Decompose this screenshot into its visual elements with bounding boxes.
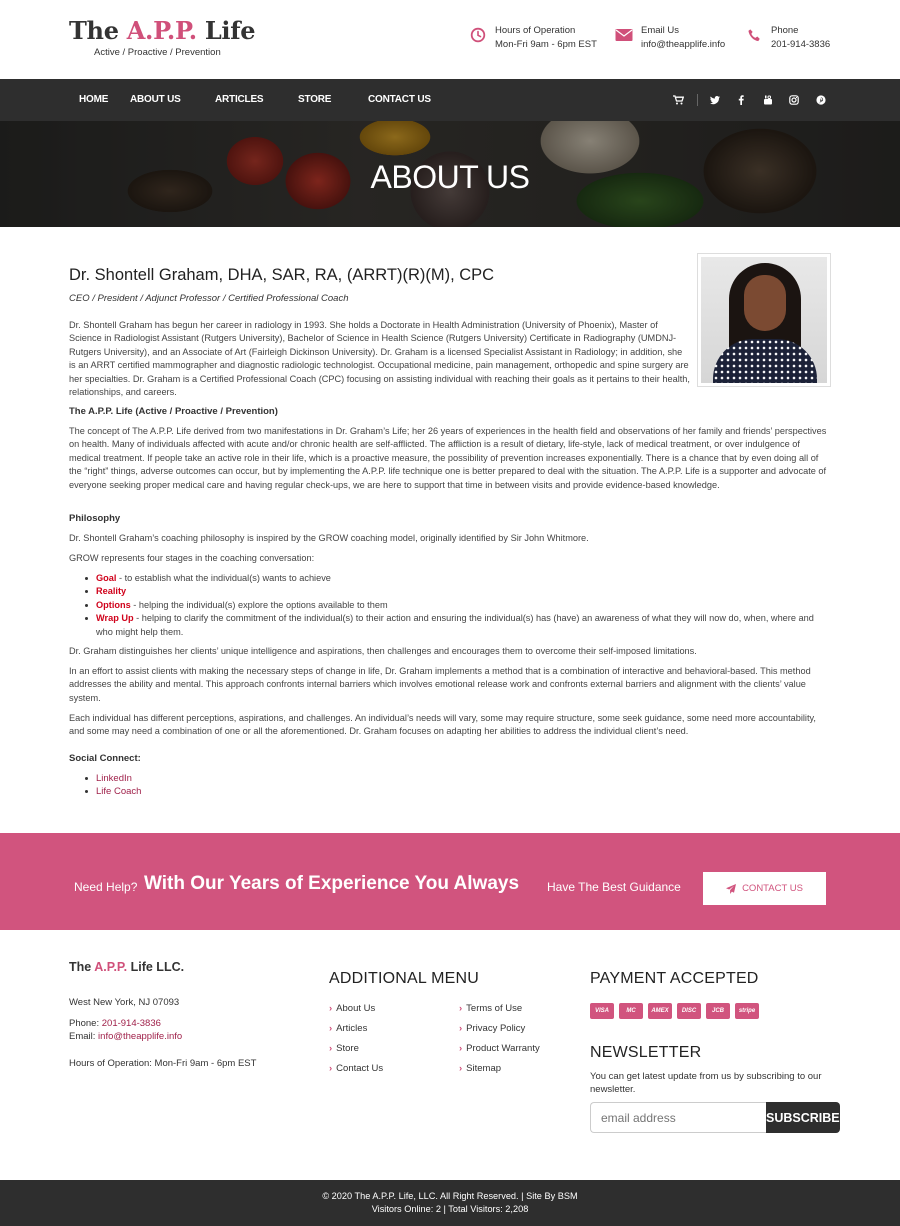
photo-face-shape xyxy=(744,275,786,331)
paper-plane-icon xyxy=(726,884,736,894)
newsletter-email-input[interactable] xyxy=(590,1102,766,1133)
logo-text-accent: A.P.P. xyxy=(126,16,197,45)
grow-item-options xyxy=(69,599,831,612)
needs-paragraph: Each individual has different perceptions, aspirations, and challenges. An individual’s needs will vary, some may require structure, some seek guidance, some need more accountability, and some may need a combination of one or all the aforementioned. Dr. Graham focuses on adapting her abilities to address the individual client’s need. xyxy=(69,713,816,737)
nav-about-us[interactable]: ABOUT US xyxy=(130,94,181,105)
grow-text: - to establish what the individual(s) wants to achieve xyxy=(116,573,331,583)
site-logo[interactable] xyxy=(69,16,256,58)
site-footer xyxy=(0,930,900,1180)
nav-store[interactable]: STORE xyxy=(298,94,332,105)
email-label: Email Us xyxy=(641,25,680,36)
nav-home[interactable]: HOME xyxy=(79,94,109,105)
footer-brand-end: Life LLC. xyxy=(127,960,185,974)
jcb-card-icon: JCB xyxy=(706,1003,730,1019)
grow-item-wrap-up xyxy=(69,612,831,639)
bio-paragraph: Dr. Shontell Graham has begun her career in radiology in 1993. She holds a Doctorate in Health Administration (University of Phoenix), Master of Science in Radiologist Assistant (Rutgers University), Bachelor of Science in Health Science (Rutgers University) Certificate in Radiography (UMDNJ-Rutgers University), and an Associate of Art (Fairleigh Dickinson University). Dr. Graham is a licensed Specialist Assistant in Radiology; in addition, she is an ARRT certified mammographer and diagnostic radiologic technologist. Occupational medicine, pain management, orthopedic and spine surgery are her specialties. Dr. Graham is a Certified Professional Coach (CPC) focusing on assisting individual with reaching their goals as it pertains to their health, relationships, and careers. xyxy=(69,320,690,398)
life-coach-link[interactable]: Life Coach xyxy=(96,786,142,798)
profile-role: CEO / President / Adjunct Professor / Certified Professional Coach xyxy=(69,293,349,304)
nav-articles[interactable]: ARTICLES xyxy=(215,94,264,105)
logo-text-end: Life xyxy=(196,16,256,45)
footer-brand-accent: A.P.P. xyxy=(94,960,128,974)
footer-phone-link[interactable]: 201-914-3836 xyxy=(101,1018,161,1029)
payment-cards xyxy=(590,1003,759,1019)
cta-banner xyxy=(0,833,900,930)
pinterest-icon[interactable] xyxy=(813,92,829,108)
newsletter-form xyxy=(590,1102,840,1133)
logo-text-start: The xyxy=(69,16,127,45)
profile-name: Dr. Shontell Graham, DHA, SAR, RA, (ARRT)(R)(M), CPC xyxy=(69,266,495,284)
cta-tail: Have The Best Guidance xyxy=(547,880,681,894)
page-title: ABOUT US xyxy=(370,159,530,195)
footer-email xyxy=(69,1031,182,1042)
footer-brand-start: The xyxy=(69,960,95,974)
app-life-paragraph: The concept of The A.P.P. Life derived from two manifestations in Dr. Graham’s Life; her 26 years of experiences in the health field and observations of her family and friends’ perspectives on health. Many of individuals affected with acute and/or chronic health are self-afflicted. The affliction is a result of dietary, life-style, lack of medical treatment, or over indulgence of medical treatment. If people take an active role in their life, which is a proactive measure, the possibility of prevention increases exponentially. There is a chance that by even doing all of the “right” things, adverse outcomes can occur, but by implementing the A.P.P. life technique one is better prepared to deal with the situation. The A.P.P. Life is a supporter and advocate of everyone seeking proper medical care and having regular check-ups, we are here to support that time in between visits and provide evidence-based knowledge. xyxy=(69,426,827,490)
grow-term: Reality xyxy=(96,586,127,597)
cart-icon[interactable] xyxy=(670,92,686,108)
footer-hours: Hours of Operation: Mon-Fri 9am - 6pm EST xyxy=(69,1058,257,1069)
footer-email-label: Email: xyxy=(69,1031,99,1042)
app-life-heading: The A.P.P. Life (Active / Proactive / Prevention) xyxy=(69,406,278,417)
nav-divider xyxy=(697,94,698,106)
amex-card-icon: AMEX xyxy=(648,1003,672,1019)
envelope-icon xyxy=(615,26,633,44)
grow-intro: GROW represents four stages in the coaching conversation: xyxy=(69,553,315,563)
facebook-icon[interactable] xyxy=(733,92,749,108)
logo-tagline: Active / Proactive / Prevention xyxy=(94,47,221,58)
footer-link-terms[interactable]: › Terms of Use xyxy=(459,1003,522,1014)
hero-banner xyxy=(0,121,900,227)
grow-term: Wrap Up xyxy=(96,613,134,624)
phone-icon xyxy=(745,26,763,44)
footer-address: West New York, NJ 07093 xyxy=(69,997,180,1008)
grow-text: - helping to clarify the commitment of the individual(s) to their action and ensuring the individual(s) has (have) an awareness of what they will now do, when, where and who might help them. xyxy=(96,613,814,637)
footer-link-about-us[interactable]: › About Us xyxy=(329,1003,375,1014)
footer-link-warranty[interactable]: › Product Warranty xyxy=(459,1043,540,1054)
footer-phone-label: Phone: xyxy=(69,1018,102,1029)
footer-phone xyxy=(69,1018,161,1029)
cta-headline: With Our Years of Experience You Always xyxy=(144,873,520,894)
phone-label: Phone xyxy=(771,25,799,36)
bottom-bar xyxy=(0,1180,900,1226)
social-item xyxy=(69,772,141,785)
grow-item-goal xyxy=(69,572,831,585)
hours-value: Mon-Fri 9am - 6pm EST xyxy=(495,39,597,50)
phone-block xyxy=(745,24,830,52)
stripe-icon: stripe xyxy=(735,1003,759,1019)
footer-link-sitemap[interactable]: › Sitemap xyxy=(459,1063,501,1074)
profile-photo-image xyxy=(701,257,827,383)
phone-value[interactable]: 201-914-3836 xyxy=(771,39,831,50)
logo-title xyxy=(69,16,256,45)
visa-card-icon: VISA xyxy=(590,1003,614,1019)
main-navigation xyxy=(0,79,900,121)
subscribe-button[interactable]: SUBSCRIBE xyxy=(766,1102,840,1133)
philosophy-paragraph: Dr. Shontell Graham’s coaching philosophy is inspired by the GROW coaching model, originally identified by Sir John Whitmore. xyxy=(69,533,589,543)
clock-icon xyxy=(469,26,487,44)
social-links xyxy=(69,772,141,799)
photo-body-shape xyxy=(713,339,817,383)
grow-term: Goal xyxy=(96,573,117,583)
discover-card-icon: DISC xyxy=(677,1003,701,1019)
method-paragraph: In an effort to assist clients with making the necessary steps of change in life, Dr. Graham implements a method that is a combination of interactive and behavioral-based. This method addresses the ability and mental. This approach confronts internal barriers which involves emotional release work and confronts external barriers and alignment with the clients’ value system. xyxy=(69,666,811,703)
footer-link-store[interactable]: › Store xyxy=(329,1043,359,1054)
philosophy-heading: Philosophy xyxy=(69,513,121,524)
twitter-icon[interactable] xyxy=(707,92,723,108)
social-item xyxy=(69,785,141,798)
social-connect-heading: Social Connect: xyxy=(69,753,141,764)
visitor-counter: Visitors Online: 2 | Total Visitors: 2,208 xyxy=(371,1204,529,1214)
email-block xyxy=(615,24,725,52)
grow-item-reality xyxy=(69,585,831,598)
newsletter-heading: NEWSLETTER xyxy=(590,1044,702,1061)
linkedin-link[interactable]: LinkedIn xyxy=(96,773,132,784)
nav-contact-us[interactable]: CONTACT US xyxy=(368,94,431,105)
contact-us-button-label: CONTACT US xyxy=(742,883,803,894)
profile-photo xyxy=(697,253,831,387)
instagram-icon[interactable] xyxy=(786,92,802,108)
payment-heading: PAYMENT ACCEPTED xyxy=(590,970,759,987)
grow-list xyxy=(69,572,831,639)
contact-us-button[interactable] xyxy=(703,872,826,905)
site-header xyxy=(0,0,900,79)
clients-paragraph: Dr. Graham distinguishes her clients’ unique intelligence and aspirations, then challenges and encourages them to overcome their self-imposed limitations. xyxy=(69,646,697,656)
grow-text: - helping the individual(s) explore the options available to them xyxy=(130,599,388,610)
footer-link-contact-us[interactable]: › Contact Us xyxy=(329,1063,383,1074)
footer-link-privacy[interactable]: › Privacy Policy xyxy=(459,1023,525,1034)
cta-lead: Need Help? xyxy=(74,880,138,894)
footer-brand xyxy=(69,960,184,974)
grow-term: Options xyxy=(96,599,131,610)
hours-label: Hours of Operation xyxy=(495,25,576,36)
newsletter-text: You can get latest update from us by subscribing to our newsletter. xyxy=(590,1071,822,1095)
hours-block xyxy=(469,24,597,52)
youtube-icon[interactable] xyxy=(760,92,776,108)
copyright-text: © 2020 The A.P.P. Life, LLC. All Right Reserved. | Site By BSM xyxy=(322,1191,578,1201)
footer-email-link[interactable]: info@theapplife.info xyxy=(98,1031,183,1042)
about-content xyxy=(0,227,900,833)
additional-menu-heading: ADDITIONAL MENU xyxy=(329,970,479,987)
mastercard-icon: MC xyxy=(619,1003,643,1019)
footer-link-articles[interactable]: › Articles xyxy=(329,1023,367,1034)
email-value[interactable]: info@theapplife.info xyxy=(641,39,726,50)
